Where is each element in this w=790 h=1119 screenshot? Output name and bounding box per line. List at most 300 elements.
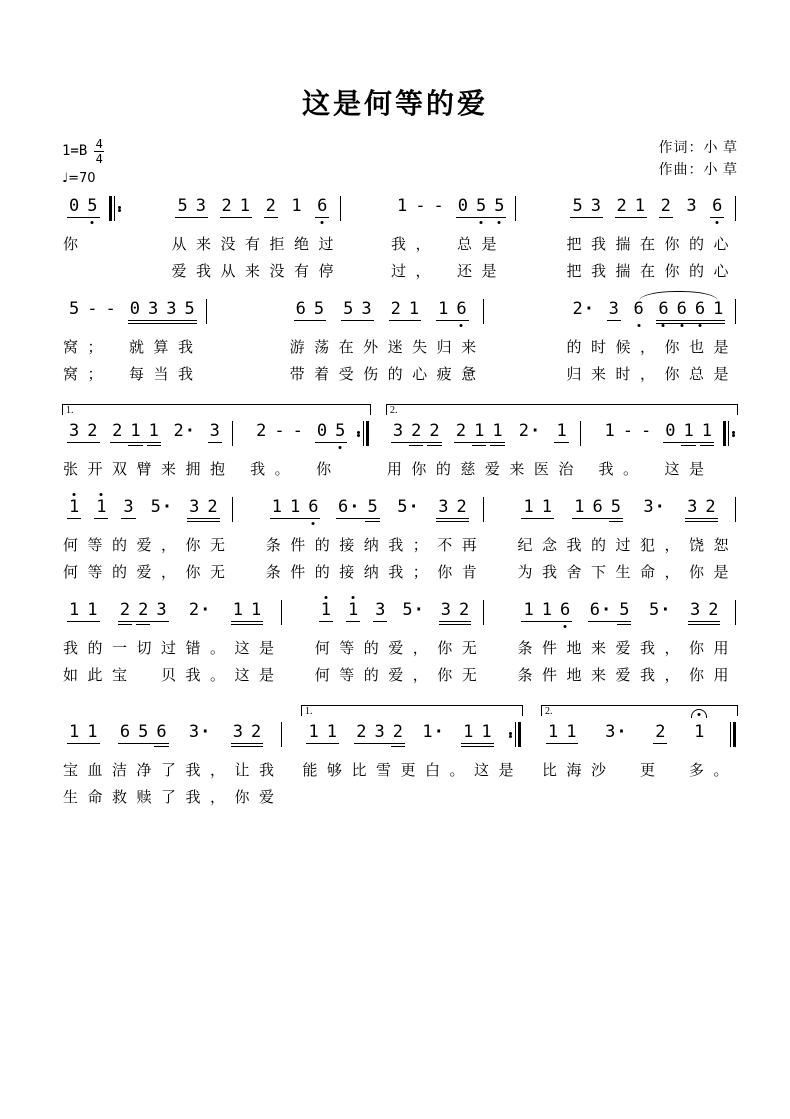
note: 2 xyxy=(87,421,98,441)
note: 1 xyxy=(126,421,144,441)
augmentation-dot: · xyxy=(654,497,665,517)
octave-dot-above xyxy=(100,493,103,496)
lyrics-verse-1: 宝血洁净了我，让我 xyxy=(63,763,284,779)
barline xyxy=(280,600,283,625)
time-signature-denominator: 4 xyxy=(95,152,103,166)
lyricist-credit: 作词：小 草 xyxy=(658,141,738,156)
octave-dot-below xyxy=(460,324,463,327)
beam-group xyxy=(92,497,110,524)
beam-group xyxy=(147,497,177,524)
measure xyxy=(565,196,738,286)
octave-dot-below xyxy=(312,522,315,525)
barline xyxy=(280,722,283,747)
note: 2 xyxy=(256,421,267,441)
note: 5 xyxy=(313,299,325,319)
beam-group xyxy=(654,299,727,326)
note: 3 xyxy=(69,421,80,441)
note: 2 xyxy=(389,722,407,742)
notes-row xyxy=(62,497,235,533)
note: 5· xyxy=(402,600,424,620)
note: 5· xyxy=(648,600,671,620)
beam-group xyxy=(116,600,171,627)
lyrics-verse-1: 把我揣在你的心 xyxy=(566,237,738,253)
rest-note: 0 xyxy=(316,421,328,441)
lyrics-verse-2: 生命救赎了我，你爱 xyxy=(63,790,284,806)
end-repeat-barline xyxy=(507,722,522,747)
augmentation-dot: · xyxy=(583,299,594,319)
note: 1 xyxy=(566,722,577,742)
beam-group xyxy=(437,600,474,627)
lyrics-verse-1: 何等的爱，你无 xyxy=(63,538,235,554)
notes-row xyxy=(249,421,371,457)
note: 1 xyxy=(317,600,335,620)
measure xyxy=(516,497,738,587)
note: 2 xyxy=(356,722,367,742)
note: 2 xyxy=(660,196,671,216)
note: 3 xyxy=(590,196,601,216)
barline xyxy=(482,600,485,625)
beam-group xyxy=(185,600,215,627)
note: 6 xyxy=(152,722,170,742)
sixteenth-beam xyxy=(472,445,486,446)
note: 3· xyxy=(188,722,211,742)
lyrics-verse-2: 何等的爱，你无 xyxy=(63,565,235,581)
volta-bracket xyxy=(386,404,738,415)
beam-group xyxy=(682,196,700,223)
note: 2 xyxy=(207,497,218,517)
measure xyxy=(386,421,583,484)
rest-note: 0 xyxy=(69,196,80,216)
augmentation-dot: · xyxy=(408,497,419,517)
note: 1 xyxy=(145,421,163,441)
lyrics-verse-1: 何等的爱，你无 xyxy=(314,641,487,657)
measure xyxy=(62,421,235,484)
notes-row xyxy=(62,600,284,636)
beam-group xyxy=(434,497,471,524)
beam-group xyxy=(339,299,376,326)
note: 2· xyxy=(572,299,594,319)
note: 1 xyxy=(463,722,474,742)
note: 5 xyxy=(472,196,490,216)
sixteenth-beam xyxy=(409,445,423,446)
notes-row xyxy=(516,497,738,533)
dash-extension: - xyxy=(415,196,426,216)
volta-label: 1. xyxy=(305,706,313,717)
note: 5· xyxy=(150,497,173,517)
beam-group xyxy=(119,497,137,524)
measure xyxy=(62,722,284,812)
beam-group xyxy=(65,497,83,524)
note: 3 xyxy=(195,196,206,216)
note: 2 xyxy=(455,421,467,441)
note: 1 xyxy=(291,196,302,216)
sixteenth-beam xyxy=(154,746,168,747)
notes-row xyxy=(301,722,523,758)
octave-dot-below xyxy=(498,221,501,224)
volta-label: 1. xyxy=(66,405,74,416)
note: 2 xyxy=(459,600,470,620)
beam-group xyxy=(690,722,708,749)
tempo-marking: ♩=70 xyxy=(62,171,96,186)
note: 5 xyxy=(343,299,354,319)
key-and-tempo xyxy=(62,138,104,186)
beam-group xyxy=(371,600,389,627)
lyrics-verse-2: 为我舍下生命，你是 xyxy=(517,565,738,581)
sixteenth-beam xyxy=(118,624,132,625)
note: 6 xyxy=(452,299,470,319)
volta-bracket xyxy=(62,404,371,415)
note: 3 xyxy=(689,600,701,620)
final-barline xyxy=(729,722,737,747)
barline xyxy=(231,421,234,446)
measure xyxy=(516,600,738,690)
beam-group xyxy=(629,299,647,326)
measure xyxy=(289,299,486,389)
measure xyxy=(597,421,738,484)
note: 1 xyxy=(92,497,110,517)
augmentation-dot: · xyxy=(184,421,195,441)
note: 2 xyxy=(708,600,719,620)
beam-group xyxy=(568,299,598,326)
sixteenth-beam xyxy=(391,746,405,747)
lyrics-verse-2 xyxy=(62,259,124,286)
sixteenth-beam xyxy=(427,445,441,446)
note: 2 xyxy=(134,600,152,620)
note: 1· xyxy=(422,722,444,742)
lyrics-verse-2: 条件地来爱我，你用 xyxy=(517,668,738,684)
beam-group xyxy=(268,497,323,524)
augmentation-dot: · xyxy=(413,600,424,620)
note: 1 xyxy=(438,299,449,319)
note: 1 xyxy=(408,299,420,319)
note: 3· xyxy=(643,497,665,517)
beam-group xyxy=(418,722,448,749)
lyrics-verse-2: 带着受伤的心疲惫 xyxy=(289,367,486,383)
note: 1 xyxy=(289,497,301,517)
beam-group xyxy=(651,722,669,749)
beam-group xyxy=(605,299,623,326)
volta-label: 2. xyxy=(390,405,398,416)
note: 2· xyxy=(173,421,195,441)
beam-group xyxy=(452,421,507,448)
octave-dot-above xyxy=(324,596,327,599)
note: 5 xyxy=(138,722,149,742)
note: 5 xyxy=(572,196,583,216)
note: 2 xyxy=(265,196,276,216)
notes-row xyxy=(62,722,284,758)
notes-row xyxy=(516,600,738,636)
barline xyxy=(734,497,737,522)
note: 1 xyxy=(679,421,697,441)
sixteenth-beam xyxy=(617,624,631,625)
note: 5 xyxy=(363,497,381,517)
music-system-1 xyxy=(62,196,738,286)
beam-group xyxy=(398,600,428,627)
lyrics-verse-1: 我。 你 xyxy=(250,462,341,478)
note: 1 xyxy=(250,600,262,620)
augmentation-dot: · xyxy=(660,600,671,620)
augmentation-dot: · xyxy=(349,497,360,517)
beam-group xyxy=(229,600,266,627)
beam-group xyxy=(292,299,329,326)
note: 5· xyxy=(397,497,419,517)
beam-group xyxy=(334,497,382,524)
beam-group xyxy=(185,722,215,749)
notes-row xyxy=(565,299,738,335)
note: 3 xyxy=(148,299,159,319)
lyrics-verse-2: 过， 还是 xyxy=(390,264,506,280)
beam-group xyxy=(65,600,102,627)
beam-group xyxy=(661,421,716,448)
note: 1 xyxy=(690,722,708,742)
note: 2 xyxy=(616,196,627,216)
beam-group xyxy=(552,421,570,448)
note: 1 xyxy=(481,722,492,742)
barline xyxy=(579,421,582,446)
octave-dot-below xyxy=(480,221,483,224)
beam-group xyxy=(387,299,424,326)
beam-group xyxy=(108,421,163,448)
dash-extension: - xyxy=(640,421,652,441)
note: 1 xyxy=(547,722,559,742)
music-system-2 xyxy=(62,299,738,389)
barline xyxy=(231,497,234,522)
measure xyxy=(249,421,371,484)
beam-group xyxy=(126,299,199,326)
beam-group xyxy=(686,600,723,627)
note: 2 xyxy=(655,722,666,742)
score xyxy=(62,196,738,812)
note: 1 xyxy=(523,600,534,620)
lyrics-verse-1: 比海沙 更 多。 xyxy=(541,763,738,779)
note: 1 xyxy=(239,196,251,216)
octave-dot-below xyxy=(716,221,719,224)
beam-group xyxy=(344,600,362,627)
augmentation-dot: · xyxy=(600,600,612,620)
beam-group xyxy=(317,600,335,627)
lyrics-verse-1: 游荡在外迷失归来 xyxy=(289,340,486,356)
note: 3 xyxy=(123,497,134,517)
note: 6 xyxy=(295,299,306,319)
beam-group xyxy=(185,497,222,524)
note: 6· xyxy=(589,600,612,620)
time-signature xyxy=(94,138,104,165)
measure xyxy=(390,196,519,286)
note: 5 xyxy=(331,421,349,441)
octave-dot-below xyxy=(91,221,94,224)
sixteenth-beam xyxy=(128,445,142,446)
measure xyxy=(62,299,209,389)
beam-group xyxy=(645,600,675,627)
lyrics-verse-1: 的时候，你也是 xyxy=(566,340,738,356)
sixteenth-beam xyxy=(136,624,150,625)
lyrics-verse-2: 何等的爱，你无 xyxy=(314,668,487,684)
beam-group xyxy=(262,196,280,223)
beam-group xyxy=(515,421,545,448)
beam-group xyxy=(519,600,574,627)
lyrics-verse-2: 条件的接纳我；你肯 xyxy=(265,565,487,581)
beam-group xyxy=(519,497,556,524)
begin-repeat-barline xyxy=(722,421,737,446)
lyrics-verse-2: 归来时，你总是 xyxy=(566,367,738,383)
note: 1 xyxy=(541,497,552,517)
key-signature xyxy=(62,138,104,165)
note: 1 xyxy=(713,299,724,319)
beam-group xyxy=(570,497,625,524)
volta-label: 2. xyxy=(545,706,553,717)
note: 3 xyxy=(166,299,177,319)
note: 5 xyxy=(69,299,80,319)
beam-group xyxy=(65,722,102,749)
note: 1 xyxy=(523,497,534,517)
lyrics-verse-1: 从来没有拒绝过 xyxy=(171,237,343,253)
note: 2· xyxy=(188,600,211,620)
music-system-6 xyxy=(62,703,738,812)
note: 1 xyxy=(574,497,585,517)
measure xyxy=(62,196,124,286)
note: 1 xyxy=(232,600,243,620)
augmentation-dot: · xyxy=(161,497,173,517)
beam-group xyxy=(287,196,305,223)
beam-group xyxy=(65,421,102,448)
octave-dot-below xyxy=(564,625,567,628)
note: 3 xyxy=(361,299,372,319)
note: 5 xyxy=(607,497,625,517)
lyrics-verse-1: 用你的慈爱来医治 xyxy=(386,462,583,478)
note: 3· xyxy=(605,722,627,742)
augmentation-dot: · xyxy=(530,421,541,441)
begin-repeat-barline xyxy=(108,196,123,221)
octave-dot-above xyxy=(352,596,355,599)
note: 1 xyxy=(69,600,80,620)
note: 1 xyxy=(326,722,337,742)
note: 2 xyxy=(407,421,425,441)
measure xyxy=(314,600,487,690)
notes-row xyxy=(565,196,738,232)
rest-note: 0 xyxy=(665,421,676,441)
lyrics-verse-1: 条件地来爱我，你用 xyxy=(517,641,738,657)
lyrics-verse-1: 张开双臂来拥抱 xyxy=(63,462,235,478)
lyrics-verse-2: 把我揣在你的心 xyxy=(566,264,738,280)
notes-row xyxy=(62,299,209,335)
note: 1 xyxy=(65,497,83,517)
beam-group xyxy=(170,421,200,448)
note: 5 xyxy=(177,196,188,216)
beam-group xyxy=(708,196,726,223)
note: 2 xyxy=(390,299,401,319)
augmentation-dot: · xyxy=(200,722,211,742)
note: 1 xyxy=(634,196,646,216)
augmentation-dot: · xyxy=(616,722,627,742)
lyrics-verse-1: 我， 总是 xyxy=(390,237,506,253)
note: 2 xyxy=(705,497,716,517)
beam-group xyxy=(389,421,444,448)
note: 5 xyxy=(83,196,101,216)
lyrics-verse-1: 窝； 就算我 xyxy=(63,340,203,356)
score-header xyxy=(62,138,738,186)
lyrics-verse-1: 能够比雪更白。这是 xyxy=(302,763,523,779)
dash-extension: - xyxy=(292,421,303,441)
credits xyxy=(659,138,739,182)
barline xyxy=(482,299,485,324)
dash-extension: - xyxy=(433,196,444,216)
note: 1 xyxy=(69,722,80,742)
beam-group xyxy=(459,722,496,749)
dash-extension: - xyxy=(274,421,285,441)
beam-group xyxy=(218,196,255,223)
measure xyxy=(541,722,738,812)
sixteenth-beam xyxy=(609,521,623,522)
beam-group xyxy=(304,722,341,749)
notes-row xyxy=(62,421,235,457)
note: 1 xyxy=(87,600,98,620)
music-system-4 xyxy=(62,497,738,587)
note: 2 xyxy=(221,196,232,216)
beam-group xyxy=(116,722,171,749)
note: 3 xyxy=(156,600,167,620)
dash-extension: - xyxy=(105,299,116,319)
lyrics-verse-2: 爱我从来没有停 xyxy=(171,264,343,280)
barline xyxy=(339,196,342,221)
time-signature-numerator: 4 xyxy=(95,137,103,151)
note: 2· xyxy=(518,421,541,441)
note: 2 xyxy=(456,497,467,517)
notes-row xyxy=(597,421,738,457)
octave-dot-below xyxy=(698,324,701,327)
lyrics-verse-1: 纪念我的过犯，饶恕 xyxy=(517,538,738,554)
note: 6 xyxy=(592,497,603,517)
augmentation-dot: · xyxy=(200,600,211,620)
end-repeat-barline xyxy=(355,421,370,446)
sixteenth-beam xyxy=(681,445,695,446)
notes-row xyxy=(541,722,738,758)
dash-extension: - xyxy=(622,421,633,441)
beam-group xyxy=(434,299,471,326)
beam-group xyxy=(393,497,423,524)
notes-row xyxy=(170,196,343,232)
beam-group xyxy=(657,196,675,223)
note: 6 xyxy=(654,299,672,319)
note: 1 xyxy=(698,421,716,441)
augmentation-dot: · xyxy=(433,722,444,742)
note: 6 xyxy=(119,722,131,742)
lyrics-verse-2: 窝； 每当我 xyxy=(63,367,203,383)
beam-group xyxy=(544,722,581,749)
beam-group xyxy=(683,497,720,524)
notes-row xyxy=(390,196,519,232)
octave-dot-below xyxy=(680,324,683,327)
measure xyxy=(301,722,523,812)
beam-group xyxy=(613,196,650,223)
barline xyxy=(734,299,737,324)
slur-arc xyxy=(639,291,719,301)
note: 1 xyxy=(344,600,362,620)
note: 2 xyxy=(425,421,443,441)
note: 3 xyxy=(374,722,385,742)
note: 3 xyxy=(232,722,243,742)
beam-group xyxy=(173,196,210,223)
note: 2 xyxy=(116,600,134,620)
notes-row xyxy=(265,497,487,533)
note: 3 xyxy=(189,497,200,517)
note: 3 xyxy=(438,497,449,517)
song-title: 这是何等的爱 xyxy=(301,89,488,120)
note: 3 xyxy=(440,600,452,620)
barline xyxy=(205,299,208,324)
volta-bracket xyxy=(541,705,738,716)
music-system-5 xyxy=(62,600,738,690)
beam-group xyxy=(206,421,224,448)
